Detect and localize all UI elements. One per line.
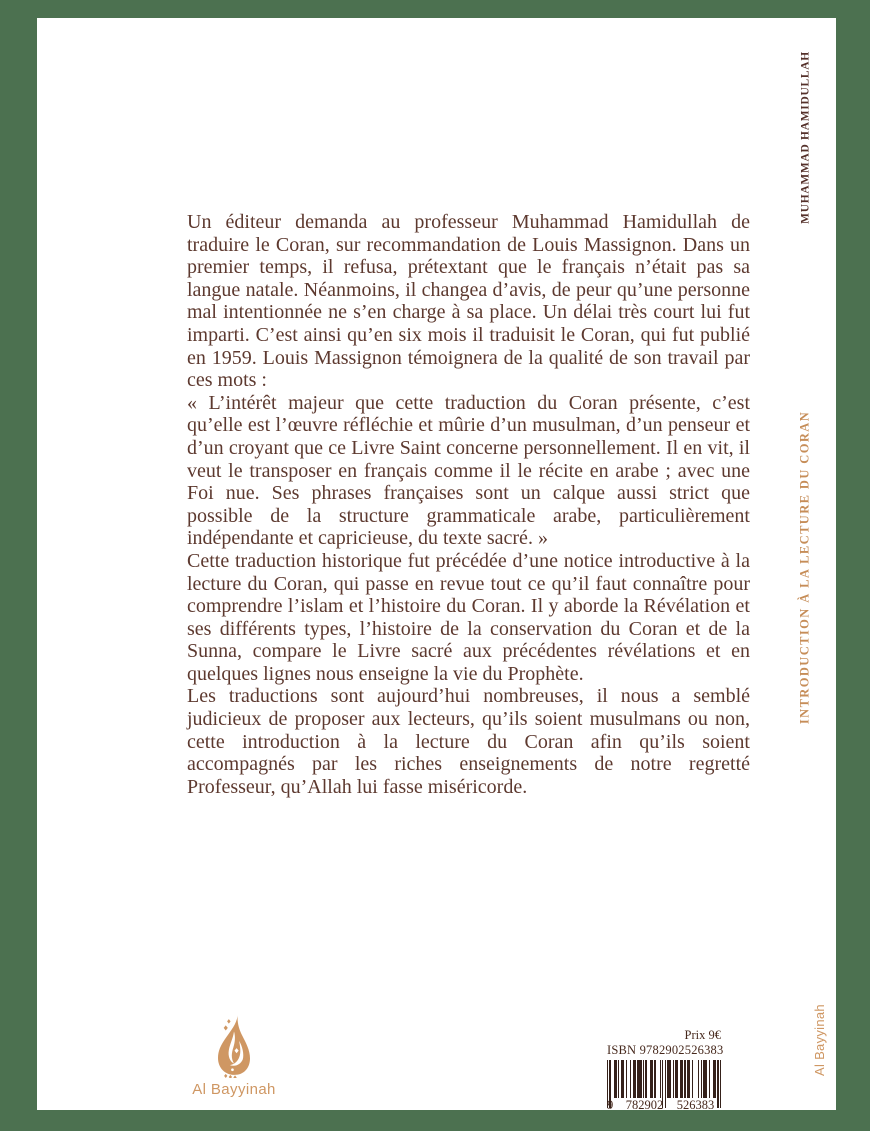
price-label: Prix 9€ [684, 1028, 721, 1042]
back-cover-blurb [187, 211, 750, 798]
barcode-digit-group: 526383 [676, 1098, 715, 1112]
margin-publisher-label: Al Bayyinah [811, 1004, 827, 1076]
isbn-label: ISBN 9782902526383 [607, 1043, 724, 1057]
publisher-wordmark: Al Bayyinah [192, 1081, 276, 1098]
blurb-paragraph: Les traductions sont aujourd’hui nombreuses, il nous a semblé judicieux de proposer aux lecteurs, qu’ils soient musulmans ou non, cette introduction à la lecture du Coran afin qu’ils soient accompagnés par les riches enseignements de notre regretté Professeur, qu’Allah lui fasse miséricorde. [187, 685, 750, 798]
blurb-paragraph: Un éditeur demanda au professeur Muhammad Hamidullah de traduire le Coran, sur recommandation de Louis Massignon. Dans un premier temps, il refusa, prétextant que le français n’était pas sa langue natale. Néanmoins, il changea d’avis, de peur qu’une personne mal intentionnée ne s’en charge à sa place. Un délai très court lui fut imparti. C’est ainsi qu’en six mois il traduisit le Coran, qui fut publié en 1959. Louis Massignon témoignera de la qualité de son travail par ces mots : [187, 211, 750, 392]
blurb-paragraph: Cette traduction historique fut précédée d’une notice introductive à la lecture du Coran, qui passe en revue tout ce qu’il faut connaître pour comprendre l’islam et l’histoire du Coran. Il y aborde la Révélation et ses différents types, l’histoire de la conservation du Coran et de la Sunna, compare le Livre sacré aux précédentes révélations et en quelques lignes nous enseigne la vie du Prophète. [187, 549, 750, 685]
barcode-digit-group: 782902 [625, 1098, 664, 1112]
margin-author-label: MUHAMMAD HAMIDULLAH [799, 51, 811, 224]
barcode-block [607, 1028, 724, 1113]
blurb-quote-paragraph: « L’intérêt majeur que cette traduction du Coran présente, c’est qu’elle est l’œuvre réfléchie et mûrie d’un musulman, d’un penseur et d’un croyant que ce Livre Saint concerne personnellement. Il en vit, il veut le transposer en français comme il le récite en arabe ; avec une Foi nue. Ses phrases françaises sont un calque aussi strict que possible de la structure grammaticale arabe, particulièrement indépendante et capricieuse, du texte sacré. » [187, 391, 750, 550]
al-bayyinah-flame-logo-icon [184, 1014, 284, 1078]
barcode-number [607, 1098, 721, 1113]
margin-title-label: INTRODUCTION À LA LECTURE DU CORAN [797, 410, 812, 725]
ean-barcode-icon [607, 1060, 721, 1098]
back-cover-page [37, 18, 836, 1110]
publisher-logo-block [184, 1014, 284, 1098]
barcode-digit-group: 9 [607, 1098, 614, 1112]
